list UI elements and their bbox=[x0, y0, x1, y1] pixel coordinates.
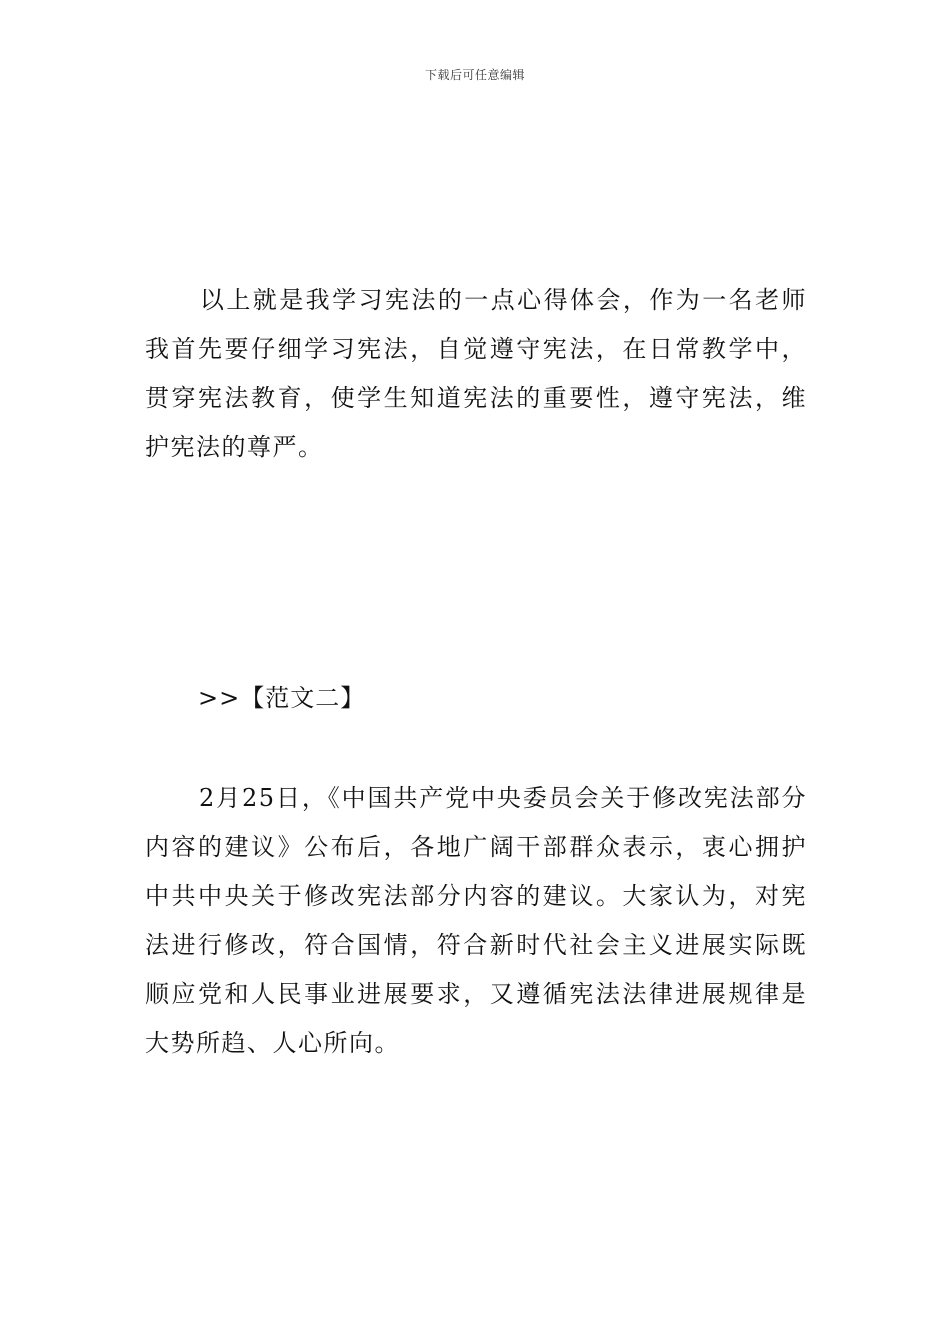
section-heading: >>【范文二】 bbox=[198, 684, 366, 712]
body-paragraph bbox=[145, 774, 807, 1068]
paragraph-text: 以上就是我学习宪法的一点心得体会，作为一名老师我首先要仔细学习宪法，自觉遵守宪法，在日常教学中，贯穿宪法教育，使学生知道宪法的重要性，遵守宪法，维护宪法的尊严。 bbox=[145, 286, 807, 461]
page-header-note: 下载后可任意编辑 bbox=[424, 68, 525, 82]
paragraph-text: 2月25日，《中国共产党中央委员会关于修改宪法部分内容的建议》公布后，各地广阔干部群众表示，衷心拥护中共中央关于修改宪法部分内容的建议。大家认为，对宪法进行修改，符合国情，符合新时代社会主义进展实际既顺应党和人民事业进展要求，又遵循宪法法律进展规律是大势所趋、人心所向。 bbox=[145, 784, 807, 1057]
body-paragraph bbox=[145, 276, 807, 472]
